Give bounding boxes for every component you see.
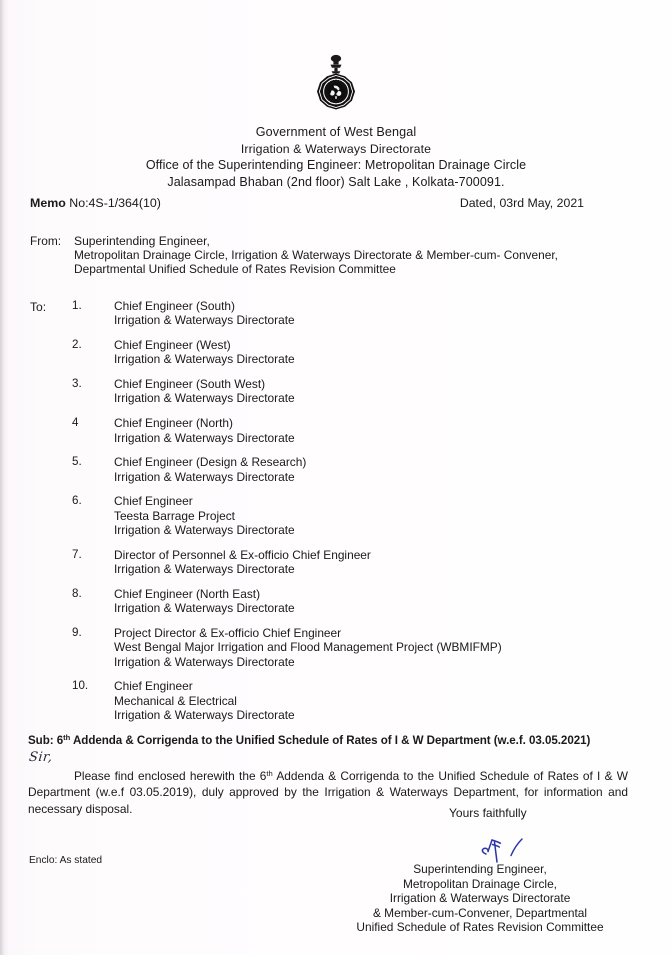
recipient-lines: [114, 587, 295, 616]
signatory-circle: Metropolitan Drainage Circle,: [403, 876, 557, 891]
directorate-name: Irrigation & Waterways Directorate: [240, 141, 432, 156]
from-label: From:: [30, 234, 62, 248]
recipient-line: Irrigation & Waterways Directorate: [114, 601, 295, 616]
recipient-number: 10.: [72, 679, 89, 693]
recipient-line: Irrigation & Waterways Directorate: [114, 654, 295, 669]
office-address: Jalasampad Bhaban (2nd floor) Salt Lake , Kolkata-700091.: [167, 174, 505, 189]
org-name: Government of West Bengal: [255, 125, 417, 139]
recipient-line: Director of Personnel & Ex-officio Chief Engineer: [114, 547, 371, 562]
recipient-line: Chief Engineer (South): [114, 299, 235, 313]
recipient-line: Teesta Barrage Project: [114, 508, 235, 523]
emblem-container: [0, 52, 672, 126]
recipient-item: [30, 338, 502, 367]
recipient-lines: [114, 548, 371, 577]
salutation-handwritten: Sir,: [28, 750, 54, 765]
recipient-item: [30, 494, 502, 537]
recipient-item: [30, 679, 502, 722]
recipient-number: 8.: [72, 586, 82, 600]
memo-header-row: [30, 196, 642, 210]
recipient-line: Chief Engineer (Design & Research): [114, 455, 307, 470]
recipient-line: Irrigation & Waterways Directorate: [114, 352, 295, 367]
recipient-line: Chief Engineer (South West): [114, 377, 266, 392]
recipient-line: Irrigation & Waterways Directorate: [114, 708, 295, 723]
enclosure-note: Enclo: As stated: [29, 855, 103, 866]
signatory-designation: Superintending Engineer,: [413, 862, 547, 876]
recipient-list: [30, 299, 502, 722]
recipient-item: [30, 299, 502, 328]
recipient-item: [30, 626, 502, 669]
recipient-number: 3.: [72, 377, 82, 391]
recipient-line: West Bengal Major Irrigation and Flood Management Project (WBMIFMP): [114, 640, 502, 655]
memo-number: [30, 196, 161, 210]
signatory-directorate: Irrigation & Waterways Directorate: [389, 891, 571, 906]
memo-number-value: No:4S-1/364(10): [65, 196, 161, 210]
body-paragraph: [28, 766, 628, 817]
subject-ordinal: th: [63, 733, 71, 742]
recipient-item: [30, 416, 502, 445]
recipient-line: Project Director & Ex-officio Chief Engineer: [114, 626, 342, 641]
recipient-line: Chief Engineer (North): [114, 416, 233, 431]
recipient-number: 5.: [72, 455, 82, 469]
recipient-line: Chief Engineer (West): [114, 338, 231, 353]
signatory-committee: Unified Schedule of Rates Revision Committee: [356, 920, 604, 935]
recipient-item: [30, 377, 502, 406]
recipient-lines: [114, 455, 306, 484]
recipient-line: Irrigation & Waterways Directorate: [114, 562, 295, 577]
from-block: [30, 234, 558, 277]
body-ordinal: th: [266, 769, 273, 778]
body-part-2: Addenda & Corrigenda to the Unified Schedule of Rates of I & W Department (w.e.f 03.05.2019), duly approved by the Irrigation & Waterways Department, for information and necessary disposal.: [28, 769, 628, 816]
from-body: [74, 234, 558, 277]
body-part-1: Please find enclosed herewith the 6: [74, 769, 267, 783]
to-block: [30, 299, 502, 733]
recipient-number: 1.: [72, 299, 82, 312]
recipient-line: Irrigation & Waterways Directorate: [114, 391, 295, 406]
from-line-3: Departmental Unified Schedule of Rates Revision Committee: [74, 262, 396, 277]
recipient-item: [30, 587, 502, 616]
from-line-2: Metropolitan Drainage Circle, Irrigation & Waterways Directorate & Member-cum- Convener,: [74, 248, 558, 263]
from-line-1: Superintending Engineer,: [74, 234, 210, 248]
government-emblem-icon: [305, 52, 367, 126]
closing-salutation: Yours faithfully: [449, 806, 527, 820]
to-label: To:: [30, 300, 47, 314]
memo-date: Dated, 03rd May, 2021: [459, 196, 584, 210]
recipient-line: Chief Engineer (North East): [114, 586, 261, 601]
memo-label: Memo: [30, 196, 66, 210]
subject-rest: Addenda & Corrigenda to the Unified Schedule of Rates of I & W Department (w.e.f. 03.05.2021): [70, 734, 591, 747]
recipient-lines: [114, 679, 295, 722]
letterhead: [0, 124, 672, 190]
recipient-line: Irrigation & Waterways Directorate: [114, 313, 295, 328]
recipient-line: Chief Engineer: [114, 679, 193, 694]
signature-block: [330, 862, 630, 935]
recipient-lines: [114, 377, 295, 406]
recipient-lines: [114, 626, 502, 669]
recipient-lines: [114, 416, 295, 445]
recipient-line: Chief Engineer: [114, 494, 193, 509]
recipient-lines: [114, 338, 295, 367]
subject-line: [28, 733, 590, 747]
recipient-line: Mechanical & Electrical: [114, 693, 237, 708]
office-name: Office of the Superintending Engineer: Metropolitan Drainage Circle: [145, 158, 527, 172]
subject-prefix: Sub: 6: [28, 734, 64, 747]
recipient-line: Irrigation & Waterways Directorate: [114, 430, 295, 445]
recipient-number: 2.: [72, 338, 82, 352]
recipient-line: Irrigation & Waterways Directorate: [114, 469, 295, 484]
recipient-lines: [114, 299, 295, 328]
recipient-item: [30, 548, 502, 577]
signatory-role: & Member-cum-Convener, Departmental: [372, 905, 588, 920]
recipient-line: Irrigation & Waterways Directorate: [114, 523, 295, 538]
recipient-number: 9.: [72, 626, 82, 640]
recipient-lines: [114, 494, 295, 537]
recipient-number: 4: [72, 416, 79, 430]
recipient-item: [30, 455, 502, 484]
recipient-number: 7.: [72, 547, 82, 561]
recipient-number: 6.: [72, 494, 82, 508]
